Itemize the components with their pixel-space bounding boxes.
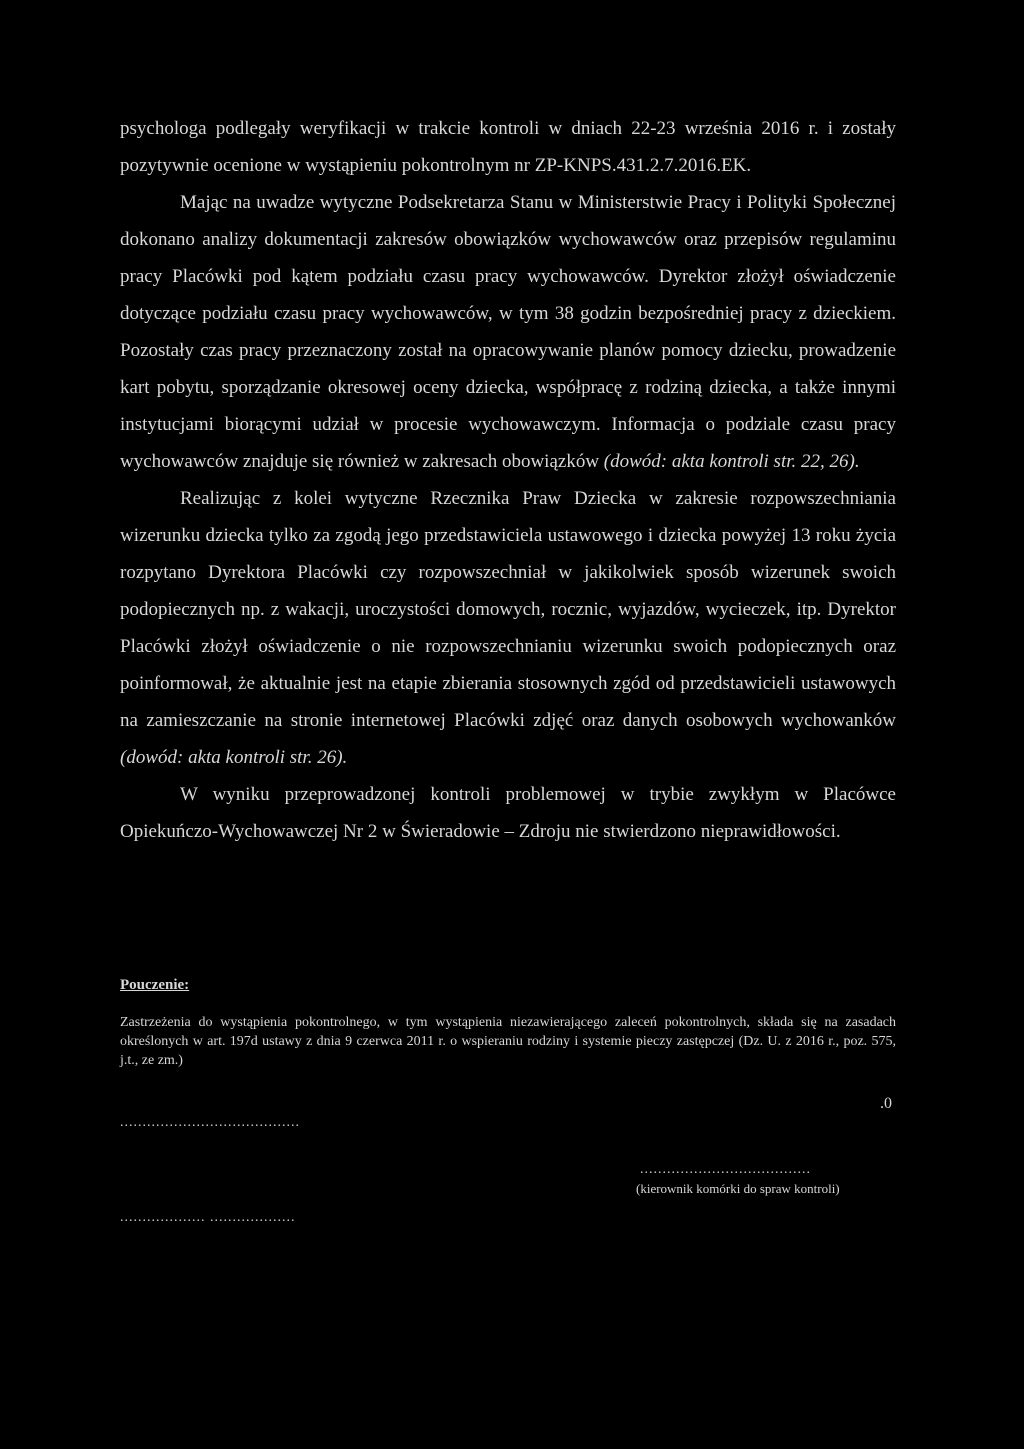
paragraph-4-text: W wyniku przeprowadzonej kontroli problemowej w trybie zwykłym w Placówce Opiekuńczo-Wychowawczej Nr 2 w Świeradowie – Zdroju nie stwierdzono nieprawidłowości. — [120, 784, 896, 842]
paragraph-4 — [120, 776, 896, 850]
paragraph-2 — [120, 184, 896, 480]
paragraph-1-text: psychologa podlegały weryfikacji w trakcie kontroli w dniach 22-23 września 2016 r. i zostały pozytywnie ocenione w wystąpieniu pokontrolnym nr ZP-KNPS.431.2.7.2016.EK. — [120, 118, 896, 176]
signature-line-left-top: ........................................ — [120, 1115, 300, 1130]
signature-line-right: ...................................... — [640, 1162, 811, 1177]
pouczenie-heading: Pouczenie: — [120, 977, 190, 993]
paragraph-2-evidence: (dowód: akta kontroli str. 22, 26). — [603, 451, 860, 472]
paragraph-3 — [120, 480, 896, 776]
paragraph-1 — [120, 110, 896, 184]
paragraph-3-evidence: (dowód: akta kontroli str. 26). — [120, 747, 348, 768]
pouczenie-text: Zastrzeżenia do wystąpienia pokontrolnego, w tym wystąpienia niezawierającego zaleceń pokontrolnych, składa się na zasadach określonych w art. 197d ustawy z dnia 9 czerwca 2011 r. o wspieraniu rodziny i systemie pieczy zastępczej (Dz. U. z 2016 r., poz. 575, j.t., ze zm.) — [120, 1015, 896, 1068]
paragraph-2-text: Mając na uwadze wytyczne Podsekretarza Stanu w Ministerstwie Pracy i Polityki Społecznej dokonano analizy dokumentacji zakresów obowiązków wychowawców oraz przepisów regulaminu pracy Placówki pod kątem podziału czasu pracy wychowawców. Dyrektor złożył oświadczenie dotyczące podziału czasu pracy wychowawców, w tym 38 godzin bezpośredniej pracy z dzieckiem. Pozostały czas pracy przeznaczony został na opracowywanie planów pomocy dziecku, prowadzenie kart pobytu, sporządzanie okresowej oceny dziecka, współpracę z rodziną dziecka, a także innymi instytucjami biorącymi udział w procesie wychowawczym. Informacja o podziale czasu pracy wychowawców znajduje się również w zakresach obowiązków — [120, 192, 896, 472]
page-mark: .0 — [880, 1095, 892, 1112]
kierownik-label: (kierownik komórki do spraw kontroli) — [636, 1181, 840, 1196]
document-body — [120, 110, 896, 850]
paragraph-3-text: Realizując z kolei wytyczne Rzecznika Praw Dziecka w zakresie rozpowszechniania wizerunku dziecka tylko za zgodą jego przedstawiciela ustawowego i dziecka powyżej 13 roku życia rozpytano Dyrektora Placówki czy rozpowszechniał w jakikolwiek sposób wizerunek swoich podopiecznych np. z wakacji, uroczystości domowych, rocznic, wyjazdów, wycieczek, itp. Dyrektor Placówki złożył oświadczenie o nie rozpowszechnianiu wizerunku swoich podopiecznych oraz poinformował, że aktualnie jest na etapie zbierania stosownych zgód od przedstawicieli ustawowych na zamieszczanie na stronie internetowej Placówki zdjęć oraz danych osobowych wychowanków — [120, 488, 896, 731]
signature-line-left-bottom: ................... ................... — [120, 1210, 296, 1225]
